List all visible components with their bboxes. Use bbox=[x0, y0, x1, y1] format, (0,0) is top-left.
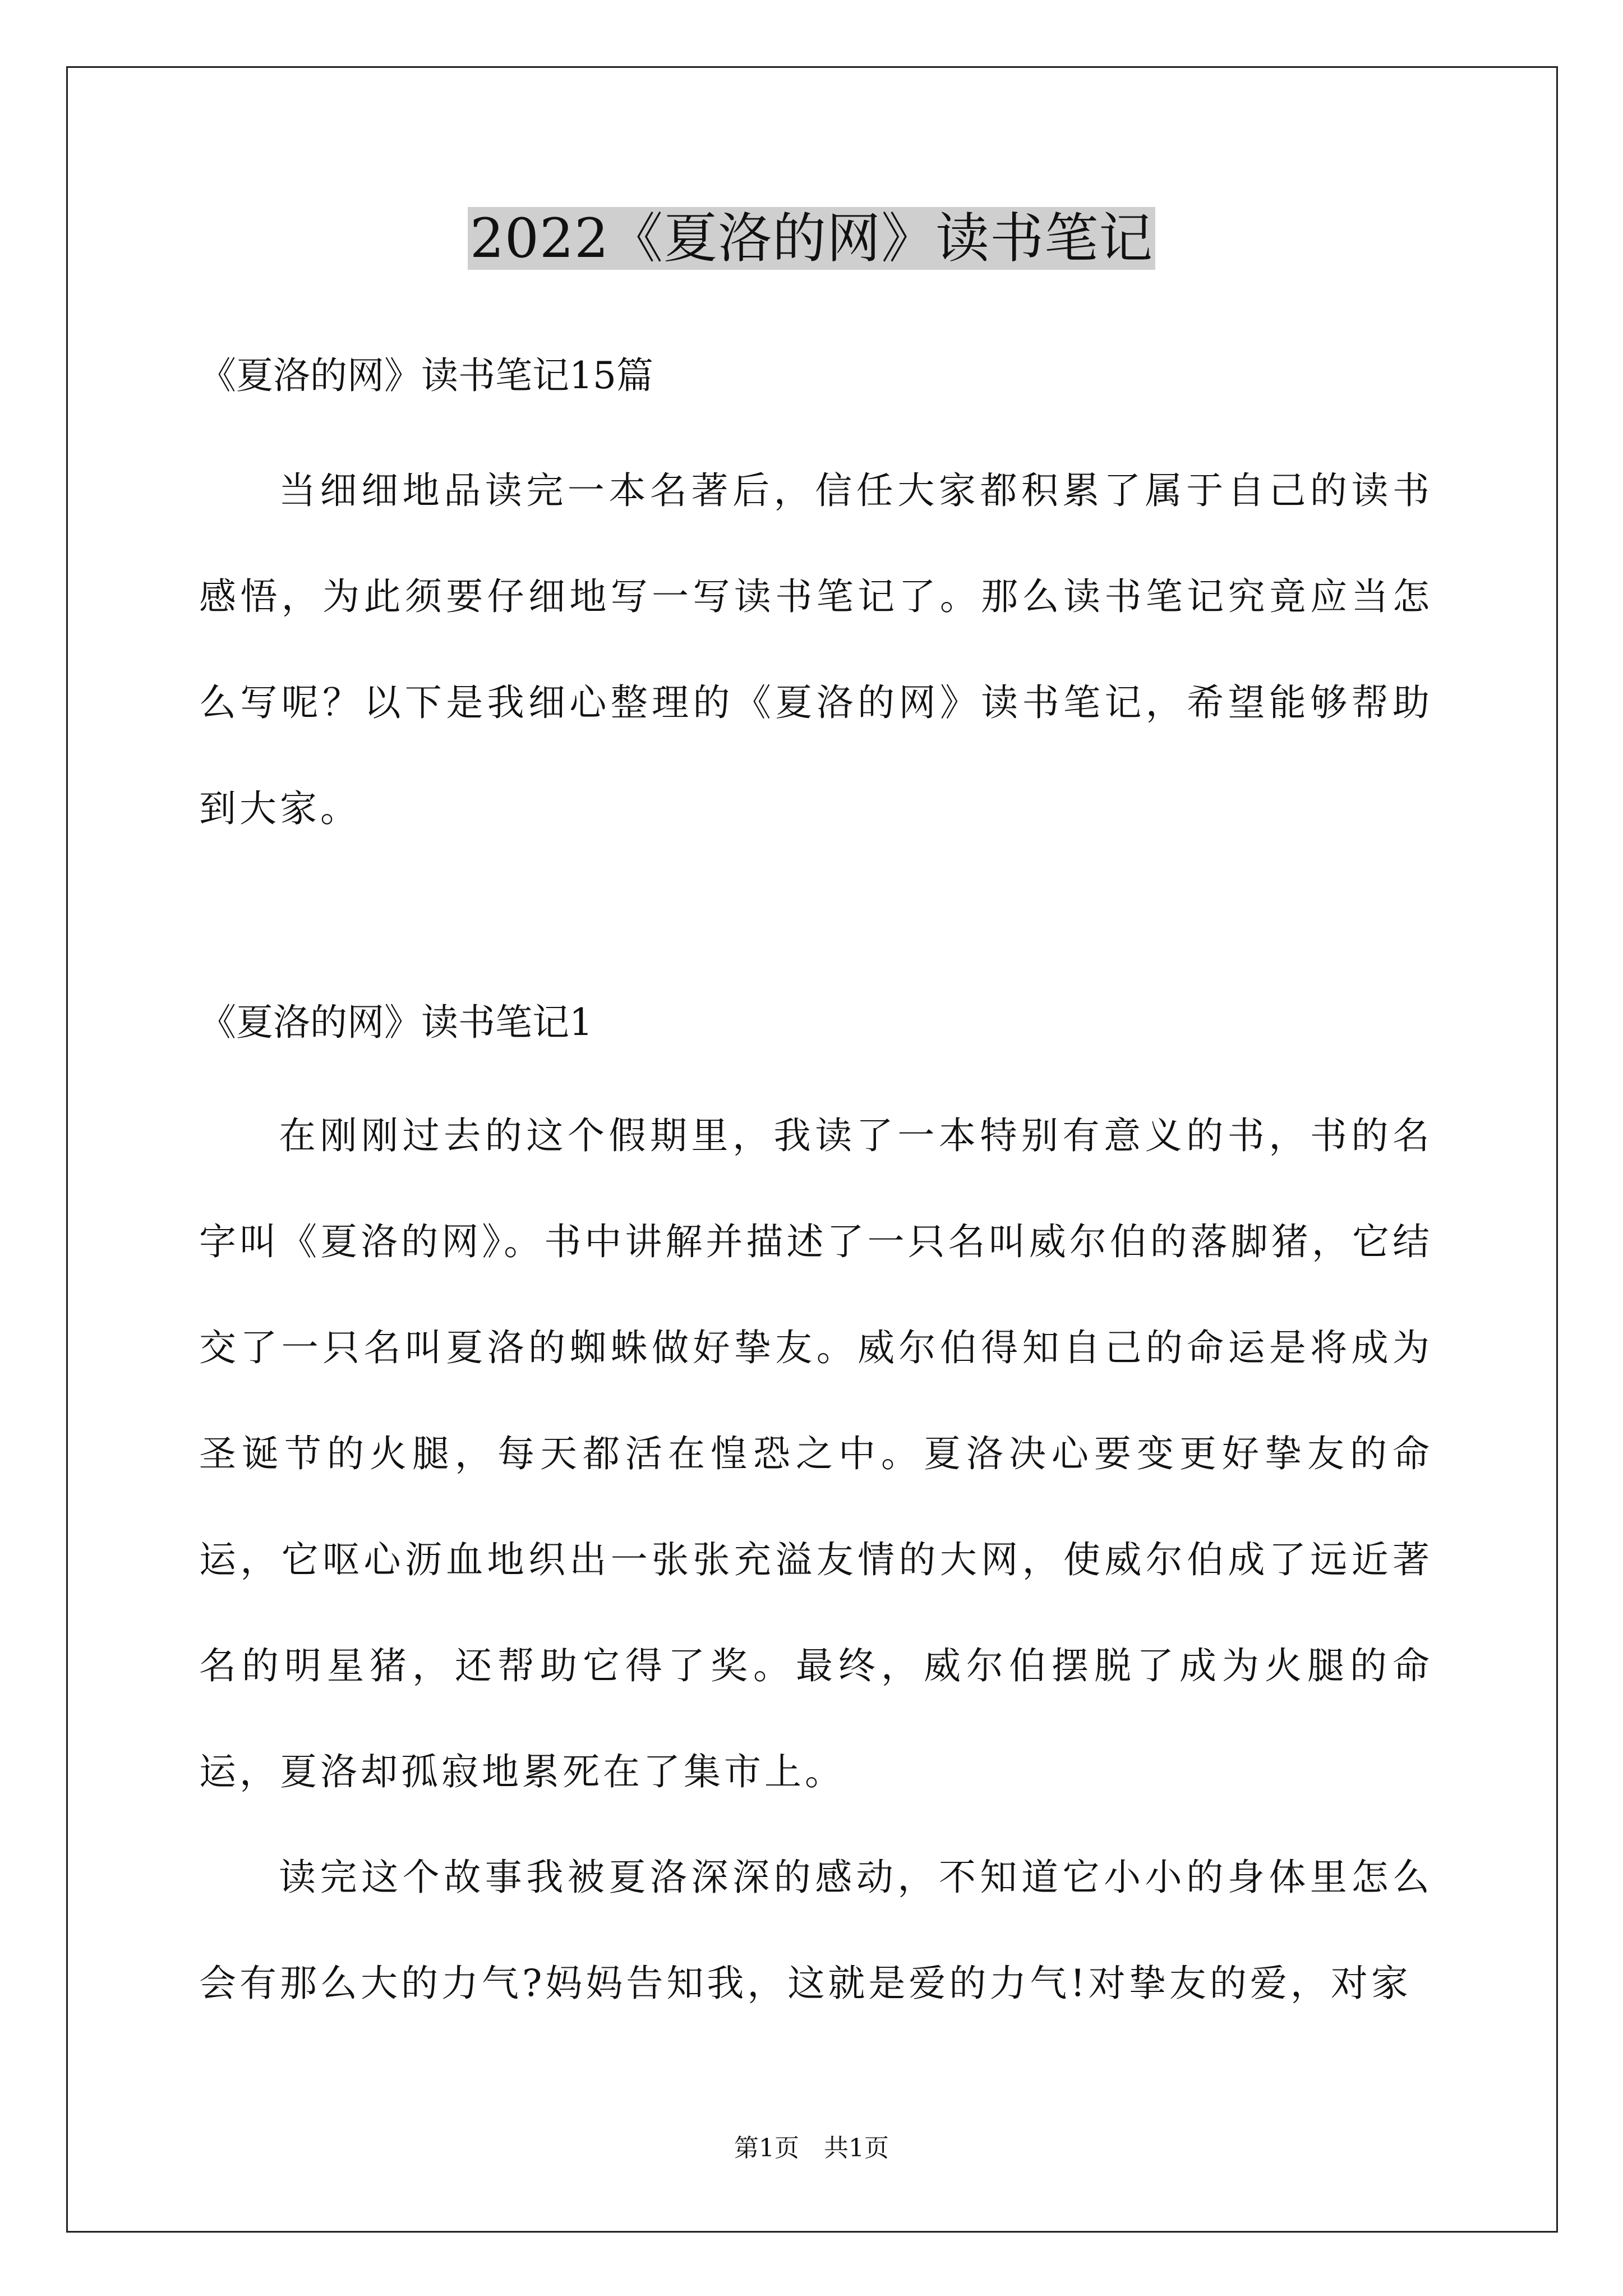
document-title bbox=[0, 202, 1623, 275]
page-footer: 第1页 共1页 bbox=[734, 2134, 889, 2162]
body-paragraph-1: 在刚刚过去的这个假期里，我读了一本特别有意义的书，书的名字叫《夏洛的网》。书中讲解并描述了一只名叫威尔伯的落脚猪，它结交了一只名叫夏洛的蜘蛛做好挚友。威尔伯得知自己的命运是将成为圣诞节的火腿，每天都活在惶恐之中。夏洛决心要变更好挚友的命运，它呕心沥血地织出一张张充溢友情的大网，使威尔伯成了远近著名的明星猪，还帮助它得了奖。最终，威尔伯摆脱了成为火腿的命运，夏洛却孤寂地累死在了集市上。 bbox=[199, 1114, 1433, 1793]
document-subtitle: 《夏洛的网》读书笔记15篇 bbox=[199, 354, 653, 397]
document-title-text: 2022《夏洛的网》读书笔记 bbox=[468, 207, 1155, 270]
section-heading: 《夏洛的网》读书笔记1 bbox=[199, 1001, 593, 1044]
body-paragraph-2: 读完这个故事我被夏洛深深的感动，不知道它小小的身体里怎么会有那么大的力气?妈妈告知我，这就是爱的力气!对挚友的爱，对家 bbox=[199, 1856, 1433, 2005]
intro-paragraph: 当细细地品读完一本名著后，信任大家都积累了属于自己的读书感悟，为此须要仔细地写一写读书笔记了。那么读书笔记究竟应当怎么写呢？以下是我细心整理的《夏洛的网》读书笔记，希望能够帮助到大家。 bbox=[199, 469, 1433, 830]
